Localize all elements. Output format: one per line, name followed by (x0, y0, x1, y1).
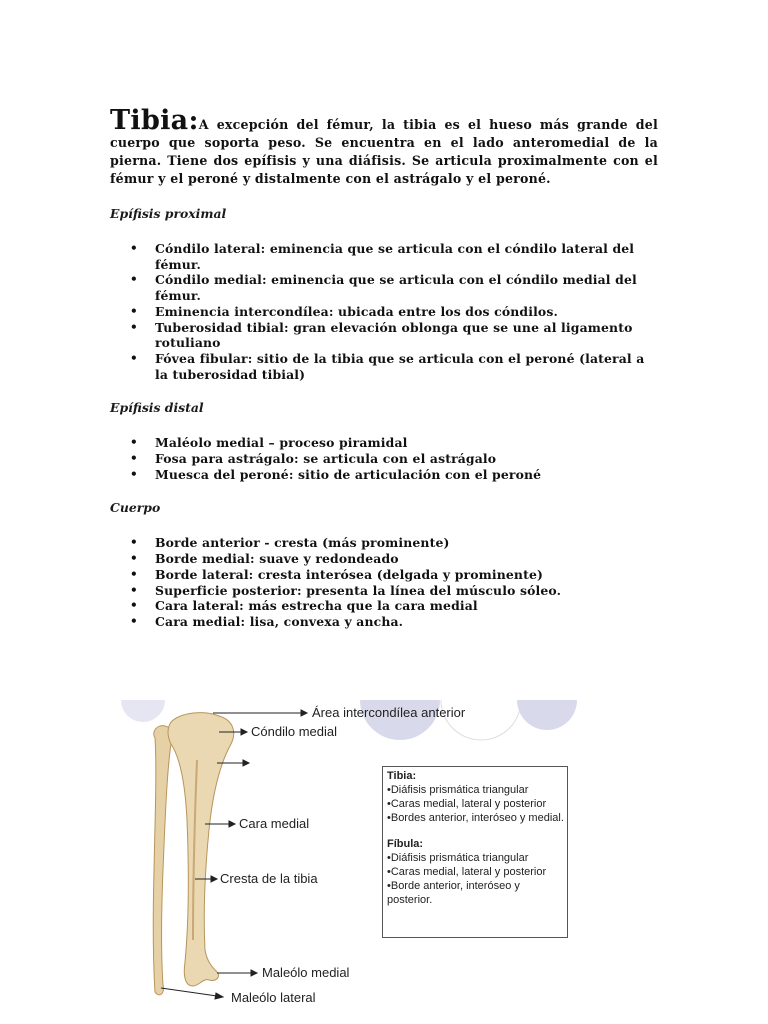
leader-line (161, 988, 217, 996)
document-body (110, 105, 658, 630)
section-epifisis-proximal (110, 206, 658, 382)
box-line: •Borde anterior, interóseo y posterior. (387, 880, 520, 906)
list-item: • Superficie posterior: presenta la línea del músculo sóleo. (130, 582, 562, 598)
list-item: • Borde medial: suave y redondeado (130, 551, 399, 567)
arrow-head-icon (251, 970, 257, 976)
bullet-list (110, 241, 658, 382)
list-item: • Borde lateral: cresta interósea (delgada y prominente) (130, 566, 544, 582)
bullet-icon: • (130, 303, 138, 318)
list-item: • Maléolo medial – proceso piramidal (130, 435, 408, 451)
bullet-icon: • (130, 551, 138, 566)
section-cuerpo (110, 500, 658, 629)
bullet-icon: • (130, 241, 138, 255)
bullet-icon: • (130, 582, 138, 597)
arrow-head-icon (215, 993, 223, 999)
bullet-icon: • (130, 466, 138, 481)
bullet-icon: • (130, 272, 138, 287)
arrow-head-icon (241, 729, 247, 735)
list-item: • Tuberosidad tibial: gran elevación oblonga que se une al ligamento rotuliano (130, 319, 633, 351)
bullet-icon: • (130, 598, 138, 613)
tibia-bone (168, 713, 234, 986)
tibia-fibula-figure (113, 700, 593, 1024)
list-item: • Cara medial: lisa, convexa y ancha. (130, 613, 404, 629)
list-item: • Eminencia intercondílea: ubicada entre los dos cóndilos. (130, 303, 558, 319)
intro-text: A excepción del fémur, la tibia es el hueso más grande del cuerpo que soporta peso. Se encuentra en el lado anteromedial de la pierna. Tiene dos epífisis y una diáfisis. Se articula proximalmente con el fémur y el peroné y distalmente con el astrágalo y el peroné. (110, 117, 658, 186)
box-line: •Diáfisis prismática triangular (387, 784, 529, 796)
bullet-icon: • (130, 613, 138, 628)
list-item: • Fóvea fibular: sitio de la tibia que se articula con el peroné (lateral a la tuberosidad tibial) (130, 350, 645, 382)
label-maleolo-lateral: Maleólo lateral (231, 990, 316, 1005)
fibula-bone (153, 726, 173, 995)
section-heading: Epífisis distal (110, 400, 204, 416)
section-heading: Cuerpo (110, 500, 161, 516)
bullet-icon: • (130, 451, 138, 466)
list-item: • Fosa para astrágalo: se articula con el astrágalo (130, 451, 497, 467)
bullet-icon: • (130, 566, 138, 581)
arrow-head-icon (301, 710, 307, 716)
deco-circle (517, 700, 577, 730)
box-line: •Diáfisis prismática triangular (387, 852, 529, 864)
arrow-head-icon (243, 760, 249, 766)
section-epifisis-distal (110, 400, 658, 482)
bullet-icon: • (130, 535, 138, 550)
label-cresta-tibia: Cresta de la tibia (220, 871, 318, 886)
box-line: •Caras medial, lateral y posterior (387, 798, 547, 810)
arrow-head-icon (229, 821, 235, 827)
arrow-head-icon (211, 876, 217, 882)
list-item: • Muesca del peroné: sitio de articulación con el peroné (130, 466, 542, 482)
label-cara-medial: Cara medial (239, 816, 310, 831)
label-area-intercondilea: Área intercondílea anterior (312, 705, 466, 720)
bullet-list (110, 535, 658, 629)
deco-circle (121, 700, 165, 722)
list-item: • Cóndilo medial: eminencia que se articula con el cóndilo medial del fémur. (130, 272, 637, 304)
section-heading: Epífisis proximal (110, 206, 227, 221)
list-item: • Cara lateral: más estrecha que la cara medial (130, 598, 478, 614)
box-line: •Caras medial, lateral y posterior (387, 866, 547, 878)
box-heading-fibula: Fíbula: (387, 838, 424, 850)
bullet-list (110, 435, 658, 482)
bullet-icon: • (130, 319, 138, 334)
bullet-icon: • (130, 350, 138, 365)
intro-paragraph (110, 105, 658, 188)
bullet-icon: • (130, 435, 138, 450)
info-box (382, 766, 568, 938)
box-heading-tibia: Tibia: (387, 770, 417, 782)
list-item: • Cóndilo lateral: eminencia que se articula con el cóndilo lateral del fémur. (130, 241, 635, 272)
document-title: Tibia: (110, 105, 199, 136)
box-line: •Bordes anterior, interóseo y medial. (387, 812, 564, 824)
label-condilo-medial: Cóndilo medial (251, 724, 337, 739)
label-maleolo-medial: Maleólo medial (262, 965, 350, 980)
list-item: • Borde anterior - cresta (más prominente) (130, 535, 450, 551)
